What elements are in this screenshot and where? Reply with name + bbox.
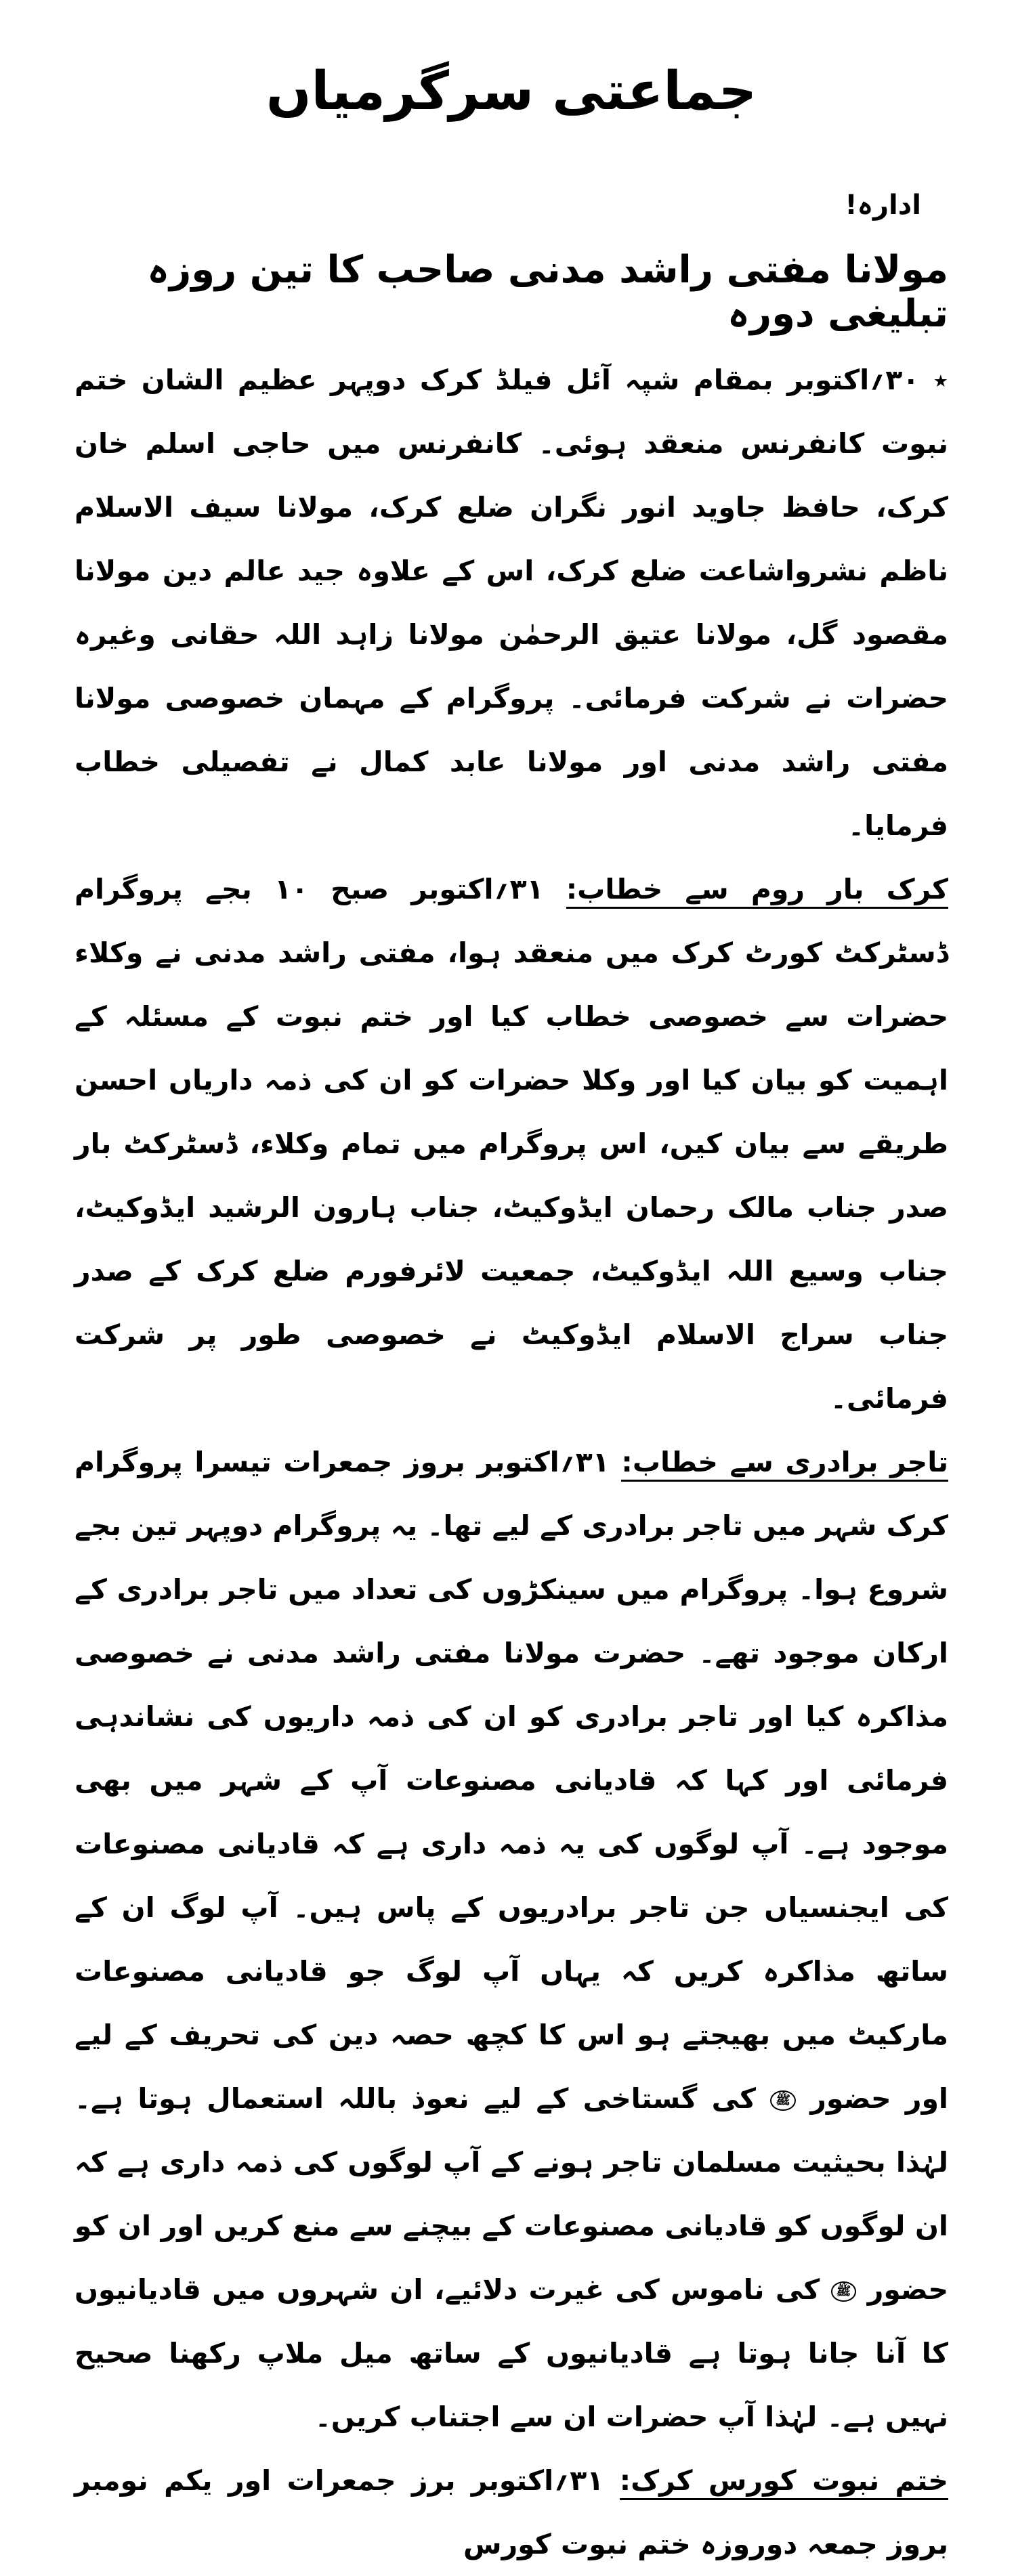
subheading-traders: تاجر برادری سے خطاب: bbox=[621, 1446, 948, 1482]
text-traders-b: کی گستاخی کے لیے نعوذ باللہ استعمال ہوتا ہے۔ لہٰذا بحیثیت مسلمان تاجر ہونے کے آپ لوگوں کی ذمہ داری ہے کہ ان لوگوں کو قادیانی مصنوعات کے بیچنے سے منع کریں اور ان کو حضور bbox=[75, 2082, 948, 2306]
byline: ادارہ! bbox=[845, 190, 921, 221]
article-heading: مولانا مفتی راشد مدنی صاحب کا تین روزہ تبلیغی دورہ bbox=[147, 248, 948, 336]
page-title: جماعتی سرگرمیاں bbox=[266, 61, 757, 122]
text-traders-c: کی ناموس کی غیرت دلائیے، ان شہروں میں قادیانیوں کا آنا جانا ہوتا ہے قادیانیوں کے ساتھ میل ملاپ رکھنا صحیح نہیں ہے۔ لہٰذا آپ حضرات ان سے اجتناب کریں۔ bbox=[75, 2273, 948, 2433]
subheading-course: ختم نبوت کورس کرک: bbox=[620, 2464, 948, 2500]
text-course: ۳۱؍اکتوبر برز جمعرات اور یکم نومبر بروز جمعہ دوروزہ ختم نبوت کورس bbox=[75, 2464, 948, 2560]
subheading-bar-room: کرک بار روم سے خطاب: bbox=[566, 873, 948, 909]
text-traders-a: ۳۱؍اکتوبر بروز جمعرات تیسرا پروگرام کرک شہر میں تاجر برادری کے لیے تھا۔ یہ پروگرام دوپہر تین بجے شروع ہوا۔ پروگرام میں سینکڑوں کی تعداد میں تاجر برادری کے ارکان موجود تھے۔ حضرت مولانا مفتی راشد مدنی نے خصوصی مذاکرہ کیا اور تاجر برادری کو ان کی ذمہ داریوں کی نشاندہی فرمائی اور کہا کہ قادیانی مصنوعات آپ کے شہر میں بھی موجود ہے۔ آپ لوگوں کی یہ ذمہ داری ہے کہ قادیانی مصنوعات کی ایجنسیاں جن تاجر برادریوں کے پاس ہیں۔ آپ لوگ ان کے ساتھ مذاکرہ کریں کہ یہاں آپ لوگ جو قادیانی مصنوعات مارکیٹ میں بھیجتے ہو اس کا کچھ حصہ دین کی تحریف کے لیے اور حضور bbox=[75, 1446, 948, 2115]
pbuh-seal-icon: ﷺ bbox=[770, 2090, 796, 2111]
paragraph-traders bbox=[75, 1430, 948, 2449]
paragraph-bar-room bbox=[75, 857, 948, 1430]
paragraph-course bbox=[75, 2449, 948, 2576]
paragraph-conference: ٭ ۳۰؍اکتوبر بمقام شپہ آئل فیلڈ کرک دوپہر عظیم الشان ختم نبوت کانفرنس منعقد ہوئی۔ کانفرنس میں حاجی اسلم خان کرک، حافظ جاوید انور نگران ضلع کرک، مولانا سیف الاسلام ناظم نشرواشاعت ضلع کرک، اس کے علاوہ جید عالم دین مولانا مقصود گل، مولانا عتیق الرحمٰن مولانا زاہد اللہ حقانی وغیرہ حضرات نے شرکت فرمائی۔ پروگرام کے مہمان خصوصی مولانا مفتی راشد مدنی اور مولانا عابد کمال نے تفصیلی خطاب فرمایا۔ bbox=[75, 364, 948, 842]
pbuh-seal-icon: ﷺ bbox=[831, 2281, 857, 2302]
text-bar-room: ۳۱؍اکتوبر صبح ۱۰ بجے پروگرام ڈسٹرکٹ کورٹ کرک میں منعقد ہوا، مفتی راشد مدنی نے وکلاء حضرات سے خصوصی خطاب کیا اور ختم نبوت کے مسئلہ کے اہمیت کو بیان کیا اور وکلا حضرات کو ان کی ذمہ داریاں احسن طریقے سے بیان کیں، اس پروگرام میں تمام وکلاء، ڈسٹرکٹ بار صدر جناب مالک رحمان ایڈوکیٹ، جناب ہارون الرشید ایڈوکیٹ، جناب وسیع اللہ ایڈوکیٹ، جمعیت لائرفورم ضلع کرک کے صدر جناب سراج الاسلام ایڈوکیٹ نے خصوصی طور پر شرکت فرمائی۔ bbox=[75, 873, 948, 1415]
